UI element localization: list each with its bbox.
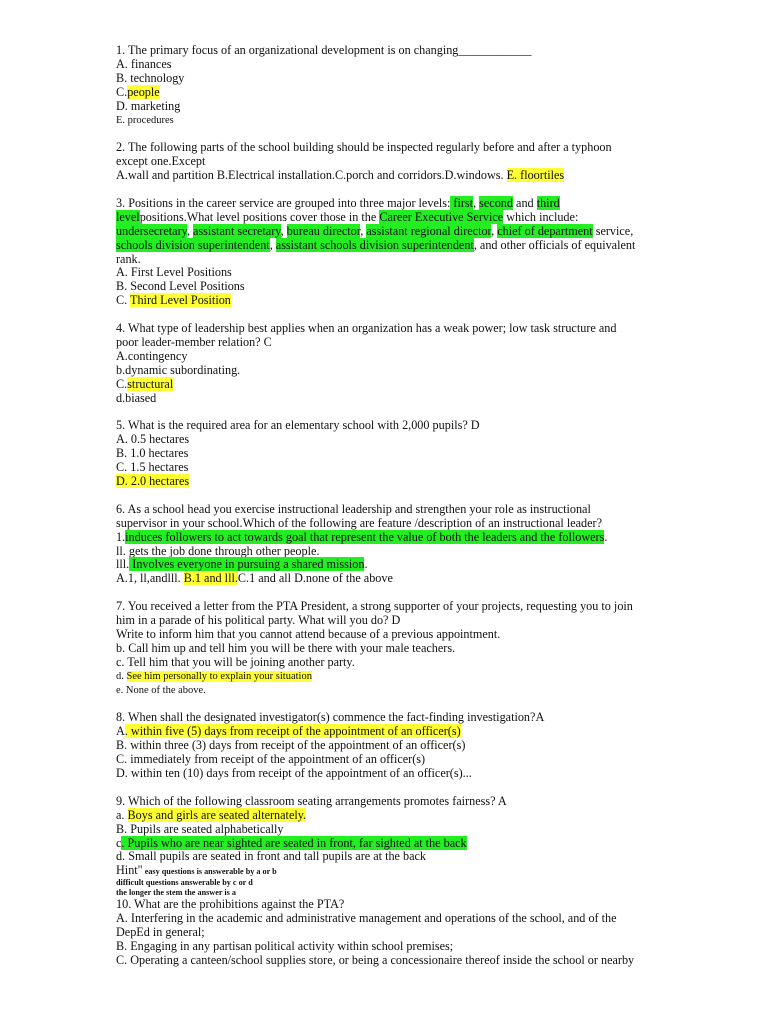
q3-third-highlight: third xyxy=(536,195,560,210)
q3-stem-line2 xyxy=(116,211,716,225)
q3-option-b: B. Second Level Positions xyxy=(116,279,245,294)
q6-iii-prefix: lll. xyxy=(116,557,130,572)
q4-option-b: b.dynamic subordinating. xyxy=(116,362,241,377)
q8-option-b: B. within three (3) days from receipt of the appointment of an officer(s) xyxy=(116,738,466,753)
q6-stem-line1: 6. As a school head you exercise instructional leadership and strengthen your role as instructional xyxy=(116,501,591,516)
q3-second-highlight: second xyxy=(479,195,513,210)
q3-l2-end: which include: xyxy=(503,209,579,224)
q9-option-b: B. Pupils are seated alphabetically xyxy=(116,821,284,836)
q5-stem: 5. What is the required area for an elementary school with 2,000 pupils? D xyxy=(116,418,480,433)
q6-iii-highlight: Involves everyone in pursuing a shared mission xyxy=(129,557,365,572)
q6-options xyxy=(116,572,716,586)
q1-option-a: A. finances xyxy=(116,56,172,71)
q3-chief-of-department-highlight: chief of department xyxy=(497,223,593,238)
q6-item-ii: ll. gets the job done through other people. xyxy=(116,543,320,558)
q4-option-c xyxy=(116,378,716,392)
q1-option-c xyxy=(116,86,716,100)
q3-ces-highlight: Career Executive Service xyxy=(379,209,504,224)
q3-stem-line1 xyxy=(116,197,716,211)
q5-answer-highlight: D. 2.0 hectares xyxy=(116,474,190,489)
hint-line3: the longer the stem the answer is a xyxy=(116,888,236,898)
q9-a-prefix: a. xyxy=(116,807,128,822)
q9-stem: 9. Which of the following classroom seating arrangements promotes fairness? A xyxy=(116,793,507,808)
q7-option-c: c. Tell him that you will be joining another party. xyxy=(116,654,355,669)
hint-l1: easy questions is answerable by a or b xyxy=(142,867,277,877)
q3-l1-and: and xyxy=(513,195,537,210)
q4-c-prefix: C. xyxy=(116,376,128,391)
q2-stem-line1: 2. The following parts of the school building should be inspected regularly before and after a typhoon xyxy=(116,140,612,155)
q1-option-b: B. technology xyxy=(116,70,185,85)
q9-answer-highlight: Boys and girls are seated alternately. xyxy=(127,807,307,822)
q8-stem: 8. When shall the designated investigator(s) commence the fact-finding investigation?A xyxy=(116,710,545,725)
q4-option-d: d.biased xyxy=(116,390,157,405)
q3-option-a: A. First Level Positions xyxy=(116,265,232,280)
q7-option-d xyxy=(116,670,716,684)
q4-answer-highlight: structural xyxy=(127,376,174,391)
q4-option-a: A.contingency xyxy=(116,348,188,363)
q8-answer-highlight: . within five (5) days from receipt of the appointment of an officer(s) xyxy=(124,724,461,739)
q3-assistant-regional-director-highlight: assistant regional director xyxy=(366,223,492,238)
q2-options xyxy=(116,169,716,183)
q3-l1-text: 3. Positions in the career service are grouped into three major levels: xyxy=(116,195,451,210)
hint-label: Hint" xyxy=(116,863,143,878)
q3-stem-line3: undersecretary, assistant secretary, bureau director, assistant regional director, chief of department service, xyxy=(116,223,634,238)
q9-option-c xyxy=(116,837,716,851)
q9-c-highlight: . Pupils who are near sighted are seated in front, far sighted at the back xyxy=(121,835,467,850)
q10-option-a-line1: A. Interfering in the academic and administrative management and operations of the school, and of the xyxy=(116,911,617,926)
quiz-document xyxy=(116,44,716,968)
q5-option-d xyxy=(116,475,716,489)
q6-i-end: . xyxy=(604,529,608,544)
q6-i-highlight: induces followers to act towards goal that represent the value of both the leaders and the followers xyxy=(125,529,605,544)
q8-a-prefix: A xyxy=(116,724,125,739)
q3-level-highlight: level xyxy=(116,209,140,224)
q10-stem: 10. What are the prohibitions against the PTA? xyxy=(116,897,345,912)
q3-option-c xyxy=(116,294,716,308)
q6-options-end: C.1 and all D.none of the above xyxy=(237,571,393,586)
q3-assistant-secretary-highlight: assistant secretary xyxy=(193,223,281,238)
q7-d-prefix: d. xyxy=(116,670,127,682)
q10-option-c: C. Operating a canteen/school supplies store, or being a concessionaire thereof inside the school or nearby xyxy=(116,952,635,967)
q3-sds-highlight: schools division superintendent xyxy=(116,237,270,252)
hint-line1 xyxy=(116,864,716,878)
q3-l3-service: service, xyxy=(592,223,634,238)
q5-option-a: A. 0.5 hectares xyxy=(116,432,190,447)
q8-option-c: C. immediately from receipt of the appointment of an officer(s) xyxy=(116,752,426,767)
hint-line2: difficult questions answerable by c or d xyxy=(116,878,253,888)
q1-stem: 1. The primary focus of an organizational development is on changing____________ xyxy=(116,43,532,57)
q3-c-prefix: C. xyxy=(116,293,131,308)
q3-answer-highlight: Third Level Position xyxy=(130,293,231,308)
q9-c-prefix: c xyxy=(116,835,122,850)
q7-option-b: b. Call him up and tell him you will be there with your male teachers. xyxy=(116,640,456,655)
q1-answer-highlight: people xyxy=(127,84,160,99)
q9-option-a xyxy=(116,809,716,823)
q5-option-b: B. 1.0 hectares xyxy=(116,446,189,461)
q7-stem-line1: 7. You received a letter from the PTA President, a strong supporter of your projects, requesting you to join xyxy=(116,599,633,614)
q7-stem-line2: him in a parade of his political party. What will you do? D xyxy=(116,613,401,628)
q8-option-a xyxy=(116,725,716,739)
q1-option-d: D. marketing xyxy=(116,98,181,113)
q4-stem-line1: 4. What type of leadership best applies when an organization has a weak power; low task structure and xyxy=(116,321,617,336)
q6-answer-highlight: B.1 and lll. xyxy=(183,571,238,586)
q3-l4-end: , and other officials of equivalent xyxy=(473,237,636,252)
q5-option-c: C. 1.5 hectares xyxy=(116,460,189,475)
q3-stem-line5: rank. xyxy=(116,251,141,266)
q6-stem-line2: supervisor in your school.Which of the following are feature /description of an instructional leader? xyxy=(116,515,602,530)
q3-bureau-director-highlight: bureau director xyxy=(286,223,361,238)
q10-option-b: B. Engaging in any partisan political activity within school premises; xyxy=(116,938,454,953)
q7-answer-highlight: See him personally to explain your situation xyxy=(126,670,312,682)
q6-options-prefix: A.1, ll,andlll. xyxy=(116,571,184,586)
q3-undersecretary-highlight: undersecretary xyxy=(116,223,187,238)
q2-options-text: A.wall and partition B.Electrical installation.C.porch and corridors.D.windows. xyxy=(116,168,507,183)
q6-iii-end: . xyxy=(364,557,368,572)
q3-first-highlight: first xyxy=(450,195,474,210)
q2-answer-highlight: E. floortiles xyxy=(506,168,565,183)
q1-option-e: E. procedures xyxy=(116,114,174,126)
q6-i-prefix: 1. xyxy=(116,529,126,544)
q10-option-a-line2: DepEd in general; xyxy=(116,925,205,940)
q3-l1-comma: , xyxy=(473,195,480,210)
q6-item-i xyxy=(116,531,716,545)
q3-l2-text: positions.What level positions cover those in the xyxy=(139,209,380,224)
q3-stem-line4: schools division superintendent, assistant schools division superintendent, and other officials of equivalent xyxy=(116,237,636,252)
q7-option-a: Write to inform him that you cannot attend because of a previous appointment. xyxy=(116,626,501,641)
q7-option-e: e. None of the above. xyxy=(116,684,206,696)
q8-option-d: D. within ten (10) days from receipt of the appointment of an officer(s)... xyxy=(116,766,472,781)
q9-option-d: d. Small pupils are seated in front and tall pupils are at the back xyxy=(116,849,427,864)
q3-asds-highlight: assistant schools division superintendent xyxy=(275,237,474,252)
q2-stem-line2: except one.Except xyxy=(116,154,206,169)
q1-c-prefix: C. xyxy=(116,84,128,99)
q4-stem-line2: poor leader-member relation? C xyxy=(116,334,272,349)
q6-item-iii xyxy=(116,558,716,572)
